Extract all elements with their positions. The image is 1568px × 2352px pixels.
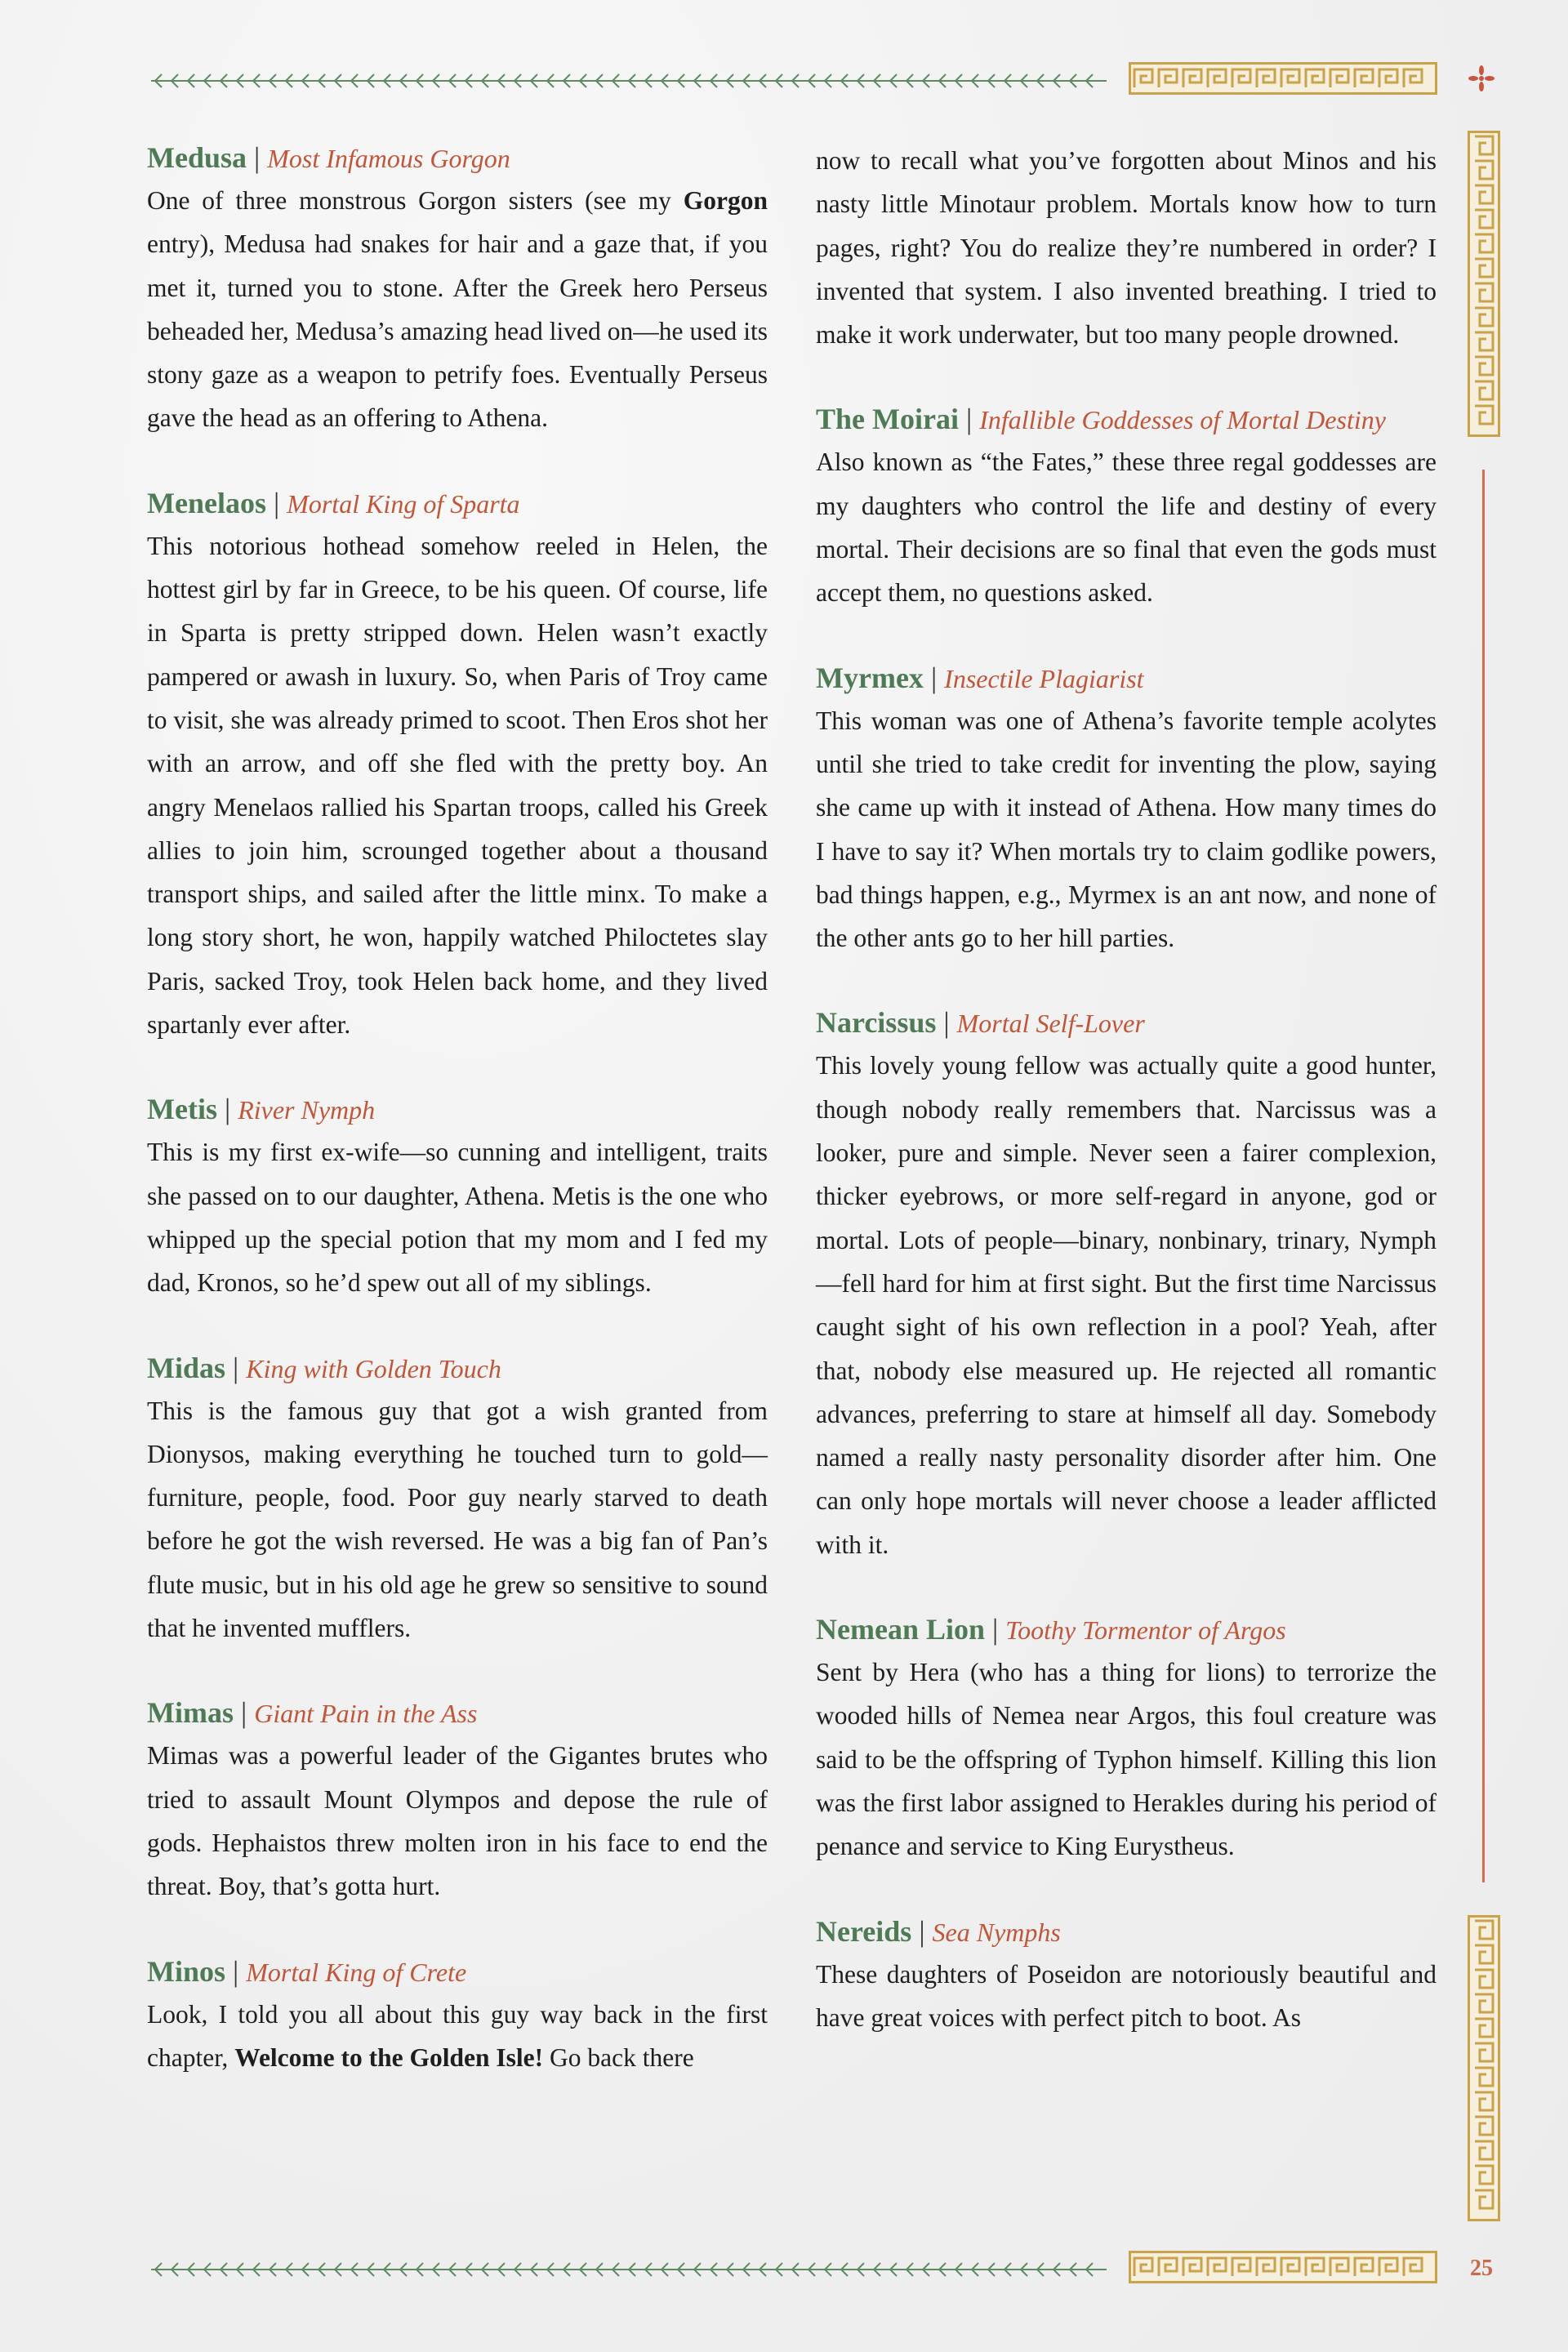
entry-heading bbox=[147, 1953, 768, 1991]
entry-subtitle: River Nymph bbox=[238, 1095, 376, 1125]
entry-subtitle: Toothy Tormentor of Argos bbox=[1005, 1615, 1286, 1646]
separator: | bbox=[240, 1696, 247, 1730]
entry-subtitle: Most Infamous Gorgon bbox=[267, 144, 510, 173]
separator: | bbox=[943, 1006, 950, 1040]
separator: | bbox=[919, 1914, 925, 1948]
entry-body: This woman was one of Athena’s favorite temple acolytes until she tried to take credit for inventing the plow, saying she came up with it instead of Athena. How many times do I have to say it? When mortals try to claim godlike powers, bad things happen, e.g., Myrmex is an ant now, and none of the other ants go to her hill parties. bbox=[816, 706, 1437, 953]
separator: | bbox=[224, 1093, 231, 1126]
separator: | bbox=[930, 661, 938, 694]
entry-heading bbox=[147, 139, 768, 177]
entry-mimas bbox=[147, 1694, 768, 1908]
entry-subtitle: Mortal King of Sparta bbox=[287, 488, 520, 519]
entry-term: Narcissus bbox=[816, 1006, 937, 1040]
body-text: entry), Medusa had snakes for hair and a gaze that, if you met it, turned you to stone. After the Greek hero Perseus beheaded her, Medusa’s amazing head lived on—he used its stony gaze as a weapon to petrify foes. Eventually Perseus gave the head as an offering to Athena. bbox=[147, 229, 768, 433]
top-vine-border bbox=[151, 71, 1107, 91]
entry-heading bbox=[147, 484, 768, 523]
entry-term: Metis bbox=[147, 1093, 217, 1126]
entry-subtitle: Mortal King of Crete bbox=[246, 1957, 467, 1987]
entry-nereids bbox=[816, 1913, 1437, 2040]
cross-reference: Gorgon bbox=[683, 186, 768, 215]
entry-term: The Moirai bbox=[816, 403, 959, 436]
entry-heading bbox=[147, 1349, 768, 1388]
entry-menelaos bbox=[147, 484, 768, 1047]
entry-term: Medusa bbox=[147, 141, 247, 174]
separator: | bbox=[233, 1351, 239, 1384]
entry-term: Midas bbox=[147, 1351, 226, 1384]
entry-subtitle: Mortal Self-Lover bbox=[956, 1009, 1145, 1039]
entry-term: Mimas bbox=[147, 1696, 234, 1730]
bottom-greek-key-border bbox=[1129, 2251, 1437, 2283]
entry-subtitle: Infallible Goddesses of Mortal Destiny bbox=[979, 405, 1386, 435]
separator: | bbox=[273, 486, 280, 519]
entry-subtitle: Sea Nymphs bbox=[932, 1917, 1061, 1947]
body-text: Go back there bbox=[543, 2042, 694, 2072]
entry-heading bbox=[816, 659, 1437, 697]
separator: | bbox=[233, 1954, 239, 1988]
entry-body: Sent by Hera (who has a thing for lions) to terrorize the wooded hills of Nemea near Argos, this foul creature was said to be the offspring of Typhon himself. Killing this lion was the first labor assigned to Herakles during his period of penance and service to King Eurystheus. bbox=[816, 1658, 1437, 1861]
top-greek-key-border bbox=[1129, 62, 1437, 95]
separator: | bbox=[965, 403, 973, 436]
entry-nemean-lion bbox=[816, 1610, 1437, 1868]
entry-heading bbox=[816, 1610, 1437, 1649]
entry-moirai bbox=[816, 400, 1437, 614]
right-greek-key-border-bottom bbox=[1468, 1915, 1500, 2221]
entry-metis bbox=[147, 1090, 768, 1304]
entry-subtitle: Insectile Plagiarist bbox=[944, 663, 1144, 693]
entry-body: This is my first ex-wife—so cunning and intelligent, traits she passed on to our daughter, Athena. Metis is the one who whipped up the special potion that my mom and I fed my dad, Kronos, so he’d spew out all of my siblings. bbox=[147, 1138, 768, 1298]
entry-body: now to recall what you’ve forgotten about Minos and his nasty little Minotaur problem. Mortals know how to turn pages, right? You do realize they’re numbered in order? I invented that system. I also invented breathing. I tried to make it work underwater, but too many people drowned. bbox=[816, 146, 1437, 350]
right-greek-key-border-top bbox=[1468, 131, 1500, 437]
cross-reference: Welcome to the Golden Isle! bbox=[234, 2042, 544, 2072]
entry-subtitle: Giant Pain in the Ass bbox=[254, 1699, 478, 1729]
entry-medusa bbox=[147, 139, 768, 440]
entry-heading bbox=[816, 1913, 1437, 1951]
entry-term: Myrmex bbox=[816, 661, 924, 694]
entry-body bbox=[147, 1993, 768, 2080]
entry-term: Nereids bbox=[816, 1914, 912, 1948]
entry-subtitle: King with Golden Touch bbox=[246, 1353, 501, 1383]
entry-body bbox=[147, 179, 768, 440]
entry-midas bbox=[147, 1349, 768, 1650]
entry-narcissus bbox=[816, 1004, 1437, 1566]
entry-term: Menelaos bbox=[147, 486, 266, 519]
entry-body: This lovely young fellow was actually quite a good hunter, though nobody really remembers that. Narcissus was a looker, pure and simple. Never seen a fairer complexion, thicker eyebrows, or more self-regard in anyone, god or mortal. Lots of people—binary, nonbinary, trinary, Nymph—fell hard for him at first sight. But the first time Narcissus caught sight of his own reflection in a pool? Yeah, after that, nobody else measured up. He rejected all romantic advances, preferring to stare at himself all day. Somebody named a really nasty personality disorder after him. One can only hope mortals will never choose a leader afflicted with it. bbox=[816, 1051, 1437, 1559]
left-column bbox=[147, 139, 768, 2123]
entry-myrmex bbox=[816, 659, 1437, 960]
entry-term: Nemean Lion bbox=[816, 1613, 985, 1646]
body-text: One of three monstrous Gorgon sisters (see my bbox=[147, 186, 684, 215]
entry-body: These daughters of Poseidon are notoriously beautiful and have great voices with perfect pitch to boot. As bbox=[816, 1959, 1437, 2032]
entry-body: This is the famous guy that got a wish granted from Dionysos, making everything he touched turn to gold—furniture, people, food. Poor guy nearly starved to death before he got the wish reversed. He was a big fan of Pan’s flute music, but in his old age he grew so sensitive to sound that he invented mufflers. bbox=[147, 1396, 768, 1643]
entry-heading bbox=[147, 1090, 768, 1129]
bottom-vine-border bbox=[151, 2260, 1107, 2279]
entry-heading bbox=[816, 400, 1437, 439]
body-text: Look, I told you all about this guy way back in the first chapter, bbox=[147, 1999, 768, 2072]
flower-ornament-icon bbox=[1467, 64, 1496, 93]
entry-body: Mimas was a powerful leader of the Gigantes brutes who tried to assault Mount Olympos and depose the rule of gods. Hephaistos threw molten iron in his face to end the threat. Boy, that’s gotta hurt. bbox=[147, 1741, 768, 1901]
entry-body: Also known as “the Fates,” these three regal goddesses are my daughters who control the life and destiny of every mortal. Their decisions are so final that even the gods must accept them, no questions asked. bbox=[816, 448, 1437, 608]
entry-minos bbox=[147, 1953, 768, 2080]
right-column bbox=[816, 139, 1437, 2083]
right-margin-rule bbox=[1482, 470, 1485, 1882]
separator: | bbox=[254, 141, 261, 174]
entry-minos-continued bbox=[816, 139, 1437, 356]
separator: | bbox=[992, 1613, 999, 1646]
page-number: 25 bbox=[1470, 2256, 1493, 2281]
entry-heading bbox=[816, 1004, 1437, 1042]
entry-heading bbox=[147, 1694, 768, 1732]
entry-body: This notorious hothead somehow reeled in Helen, the hottest girl by far in Greece, to be his queen. Of course, life in Sparta is pretty stripped down. Helen wasn’t exactly pampered or awash in luxury. So, when Paris of Troy came to visit, she was already primed to scoot. Then Eros shot her with an arrow, and off she fled with the pretty boy. An angry Menelaos rallied his Spartan troops, called his Greek allies to join him, scrounged together about a thousand transport ships, and sailed after the little minx. To make a long story short, he won, happily watched Philoctetes slay Paris, sacked Troy, took Helen back home, and they lived spartanly ever after. bbox=[147, 531, 768, 1040]
entry-term: Minos bbox=[147, 1954, 226, 1988]
